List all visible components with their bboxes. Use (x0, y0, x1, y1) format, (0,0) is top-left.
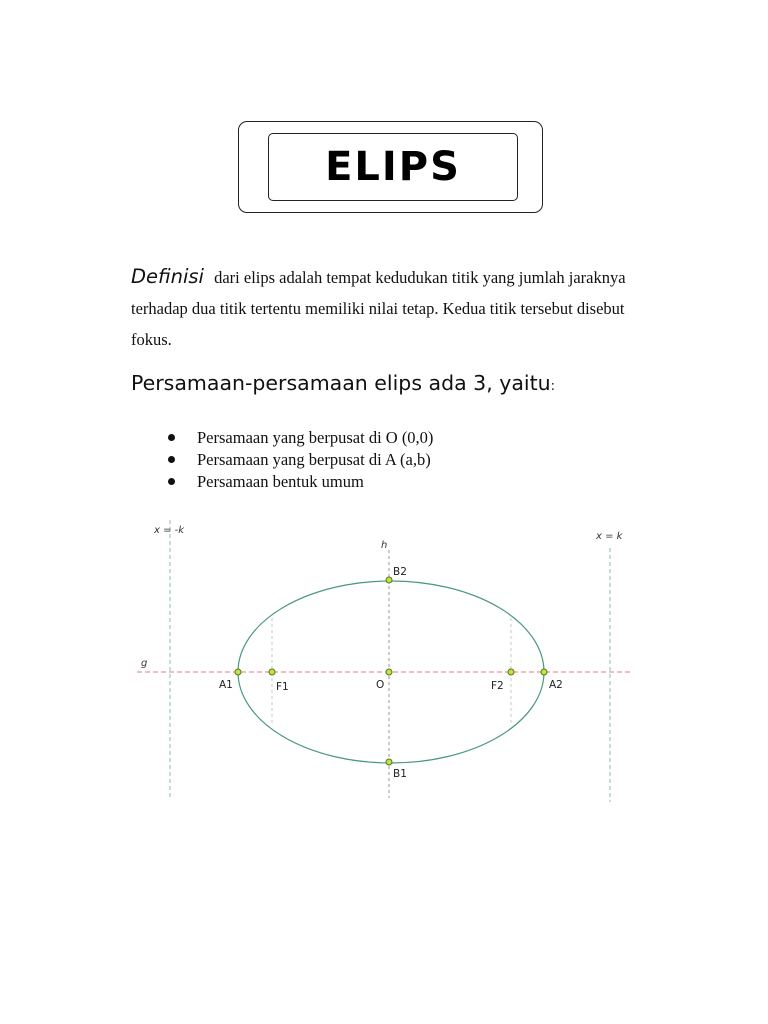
label-a1: A1 (219, 679, 233, 691)
bullet-icon (168, 434, 175, 441)
ellipse-diagram (0, 500, 768, 820)
directrix-left-label: x = -k (154, 525, 185, 536)
list-item (168, 427, 433, 449)
point-f2 (508, 669, 514, 675)
directrix-right-label: x = k (596, 531, 623, 542)
bullet-icon (168, 478, 175, 485)
label-f1: F1 (276, 681, 289, 693)
horizontal-axis-label: g (141, 658, 148, 669)
label-f2: F2 (491, 680, 504, 692)
point-b1 (386, 759, 392, 765)
list-item (168, 471, 433, 493)
title-frame-inner (268, 133, 518, 201)
definition-paragraph (131, 261, 641, 355)
point-a1 (235, 669, 241, 675)
point-f1 (269, 669, 275, 675)
label-b1: B1 (393, 768, 407, 780)
point-b2 (386, 577, 392, 583)
equations-list (168, 427, 433, 493)
equations-heading (131, 371, 555, 395)
label-b2: B2 (393, 566, 407, 578)
title-frame-outer (238, 121, 543, 213)
list-item-text: Persamaan yang berpusat di A (a,b) (197, 450, 431, 469)
equations-heading-text: Persamaan-persamaan elips ada 3, yaitu (131, 371, 551, 395)
label-a2: A2 (549, 679, 563, 691)
point-o (386, 669, 392, 675)
list-item-text: Persamaan yang berpusat di O (0,0) (197, 428, 434, 447)
bullet-icon (168, 456, 175, 463)
list-item-text: Persamaan bentuk umum (197, 472, 364, 491)
list-item (168, 449, 433, 471)
page-title: ELIPS (325, 144, 461, 190)
point-a2 (541, 669, 547, 675)
label-o: O (376, 679, 385, 691)
vertical-axis-label: h (381, 540, 388, 551)
equations-heading-suffix: : (550, 379, 556, 394)
definition-text: dari elips adalah tempat kedudukan titik yang jumlah jaraknya terhadap dua titik tertentu memiliki nilai tetap. Kedua titik tersebut disebut fokus. (131, 268, 626, 349)
definition-term: Definisi (131, 265, 204, 288)
